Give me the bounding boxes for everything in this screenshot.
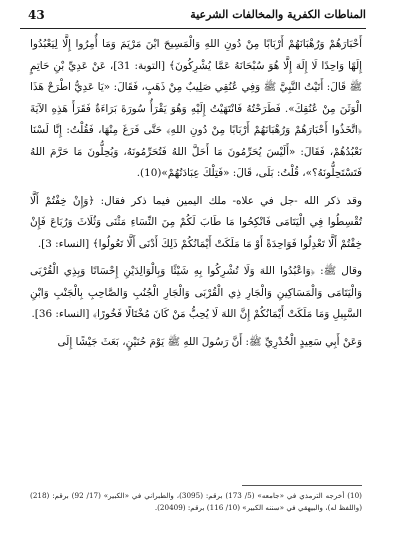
paragraph-4: وَعَنْ أَبِي سَعِيدٍ الْخُدْرِيِّ ﷺ: أَنَّ رَسُولَ اللهِ ﷺ يَوْمَ حُنَيْنٍ، بَعَثَ جَيْشًا إِلَى: [57, 335, 362, 348]
body-text: [30, 34, 362, 483]
running-header: [20, 6, 366, 29]
paragraph-3: وقال ﷺ: ﴿وَاعْبُدُوا اللهَ وَلَا تُشْرِكُوا بِهِ شَيْئًا وَبِالْوَالِدَيْنِ إِحْسَانًا وَبِذِي الْقُرْبَى وَالْيَتَامَى وَالْمَسَاكِينِ وَالْجَارِ ذِي الْقُرْبَى وَالْجَارِ الْجُنُبِ وَالصَّاحِبِ بِالْجَنْبِ وَابْنِ السَّبِيلِ وَمَا مَلَكَتْ أَيْمَانُكُمْ إِنَّ اللهَ لَا يُحِبُّ مَنْ كَانَ مُخْتَالًا فَخُورًا﴾ [النساء: 36].: [30, 265, 362, 320]
header-title: المناطات الكفرية والمخالفات الشرعية: [190, 8, 366, 21]
footnote-divider: [242, 485, 362, 486]
page-number: 43: [28, 8, 45, 22]
paragraph-2: وقد ذكر الله -جل في علاه- ملك اليمين فيما ذكر فقال: ﴿وَإِنْ خِفْتُمْ أَلَّا تُقْسِطُوا فِي الْيَتَامَى فَانْكِحُوا مَا طَابَ لَكُمْ مِنَ النِّسَاءِ مَثْنَى وَثُلَاثَ وَرُبَاعَ فَإِنْ خِفْتُمْ أَلَّا تَعْدِلُوا فَوَاحِدَةً أَوْ مَا مَلَكَتْ أَيْمَانُكُمْ ذَلِكَ أَدْنَى أَلَّا تَعُولُوا﴾ [النساء: 3].: [30, 194, 362, 250]
paragraph-1: أَحْبَارَهُمْ وَرُهْبَانَهُمْ أَرْبَابًا مِنْ دُونِ اللهِ وَالْمَسِيحَ ابْنَ مَرْيَمَ وَمَا أُمِرُوا إِلَّا لِيَعْبُدُوا إِلَهًا وَاحِدًا لَا إِلَهَ إِلَّا هُوَ سُبْحَانَهُ عَمَّا يُشْرِكُونَ﴾ [التوبة: 31]، عَنْ عَدِيِّ بْنِ حَاتِمٍ ﷺ قَالَ: أَتَيْتُ النَّبِيَّ ﷺ وَفِي عُنُقِي صَلِيبٌ مِنْ ذَهَبٍ، فَقَالَ: «يَا عَدِيُّ اطْرَحْ هَذَا الْوَثَنَ مِنْ عُنُقِكَ». فَطَرَحْتُهُ فَانْتَهَيْتُ إِلَيْهِ وَهُوَ يَقْرَأُ سُورَةَ بَرَاءَةٌ فَقَرَأَ هَذِهِ الآيَةَ ﴿اتَّخَذُوا أَحْبَارَهُمْ وَرُهْبَانَهُمْ أَرْبَابًا مِنْ دُونِ اللهِ﴾ حَتَّى فَرَغَ مِنْهَا، فَقُلْتُ: إِنَّا لَسْنَا نَعْبُدُهُمْ، فَقَالَ: «أَلَيْسَ يُحَرِّمُونَ مَا أَحَلَّ اللهُ فَتُحَرِّمُونَهُ، وَيُحِلُّونَ مَا حَرَّمَ اللهُ فَتَسْتَحِلُّونَهُ؟»، قُلْتُ: بَلَى، قَالَ: «فَتِلْكَ عِبَادَتُهُمْ»(10).: [30, 38, 362, 179]
footnote: (10) أخرجه الترمذي في «جامعه» (5/ 173) برقم: (3095)، والطبراني في «الكبير» (17/ 92) برقم: (218) (واللفظ له)، والبيهقي في «سننه الكبير» (10/ 116) برقم: (20409).: [30, 491, 362, 512]
